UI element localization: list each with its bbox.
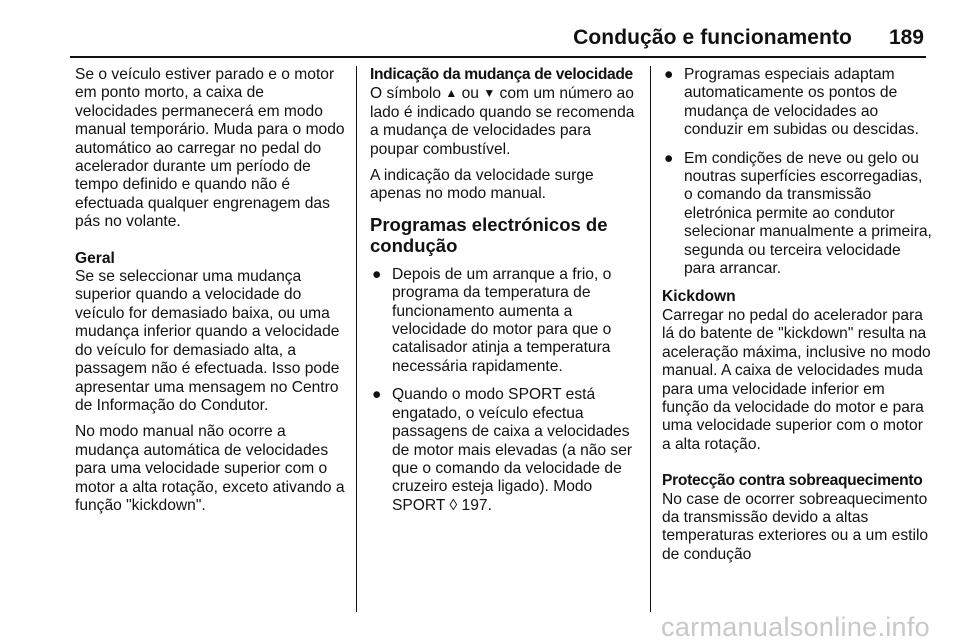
section-heading-indicacao: Indicação da mudança de velocidade: [370, 66, 633, 83]
intro-paragraph: Se o veículo estiver parado e o motor em ponto morto, a caixa de velocidades permanecerá em modo manual temporário. Muda para o modo automático ao carregar no pedal do acelerador durante um período de tempo definido e quando não é efectuada qualquer engrenagem das pás no volante.: [75, 66, 345, 231]
list-item-text: Depois de um arranque a frio, o programa da temperatura de funcionamento aumenta a velocidade do motor para que o catalisador atinja a temperatura necessária rapidamente.: [392, 265, 612, 375]
bullet-icon: ●: [664, 66, 674, 83]
header-divider: [70, 56, 926, 58]
list-item-text: Programas especiais adaptam automaticamente os pontos de mudança de velocidades ao conduzir em subidas ou descidas.: [684, 66, 919, 139]
watermark: carmanualsonline.info: [661, 612, 930, 642]
page-reference-icon: ◊: [449, 496, 458, 514]
column-right: [662, 66, 932, 572]
column-middle: [370, 66, 638, 525]
text-fragment: com um número ao lado é indicado quando se recomenda a mudança de velocidades para poupar combustível.: [370, 85, 635, 158]
kickdown-paragraph: Carregar no pedal do acelerador para lá do batente de "kickdown" resulta na aceleração máxima, inclusive no modo manual. A caixa de velocidades muda para uma velocidade inferior em função da velocidade do motor e para uma velocidade superior com o motor a alta rotação.: [662, 306, 931, 453]
page-title: Condução e funcionamento: [573, 26, 852, 49]
section-heading-kickdown: Kickdown: [662, 288, 736, 306]
indicacao-paragraph-1: [370, 84, 638, 159]
section-heading-proteccao: Protecção contra sobreaquecimento: [662, 472, 923, 490]
column-divider-1: [356, 66, 357, 612]
geral-paragraph-1: Se se seleccionar uma mudança superior quando a velocidade do veículo for demasiado baixa, ou uma mudança inferior quando a velocidade do veículo for demasiado alta, a passagem não é efectuada. Isso pode apresentar uma mensagem no Centro de Informação do Condutor.: [75, 268, 340, 414]
list-item-text: Em condições de neve ou gelo ou noutras superfícies escorregadias, o comando da transmissão eletrónica permite ao condutor selecionar manualmente a primeira, segunda ou terceira velocidade para arrancar.: [684, 149, 932, 278]
bullet-icon: ●: [372, 265, 382, 283]
list-item: [370, 266, 638, 376]
page-header: [0, 0, 960, 57]
list-item: [662, 66, 932, 140]
section-heading-programas: Programas electrónicos de condução: [370, 213, 608, 256]
column-divider-2: [650, 66, 651, 612]
list-item: [370, 386, 638, 515]
indicacao-paragraph-2: A indicação da velocidade surge apenas no modo manual.: [370, 167, 594, 203]
arrow-up-icon: ▲: [445, 86, 458, 101]
text-fragment: O símbolo: [370, 85, 446, 103]
geral-paragraph-2: No modo manual não ocorre a mudança automática de velocidades para uma velocidade superior com o motor a alta rotação, exceto ativando a função "kickdown".: [75, 423, 345, 514]
arrow-down-icon: ▼: [483, 86, 496, 101]
list-item-text: Quando o modo SPORT está engatado, o veículo efectua passagens de caixa a velocidades de motor mais elevadas (a não ser que o comando da velocidade de cruzeiro esteja ligado). Modo SPORT: [392, 386, 633, 514]
column-left: [75, 66, 350, 523]
section-heading-geral: Geral: [75, 249, 115, 267]
bullet-list-programas: [370, 266, 638, 515]
bullet-icon: ●: [372, 386, 382, 404]
bullet-list-continued: [662, 66, 932, 278]
page-reference-link[interactable]: 197.: [457, 496, 492, 514]
text-fragment: ou: [457, 85, 484, 103]
proteccao-paragraph: No case de ocorrer sobreaquecimento da transmissão devido a altas temperaturas exteriores ou a um estilo de condução: [662, 490, 929, 563]
page-number: 189: [888, 26, 924, 49]
bullet-icon: ●: [664, 149, 674, 167]
list-item: [662, 150, 932, 279]
